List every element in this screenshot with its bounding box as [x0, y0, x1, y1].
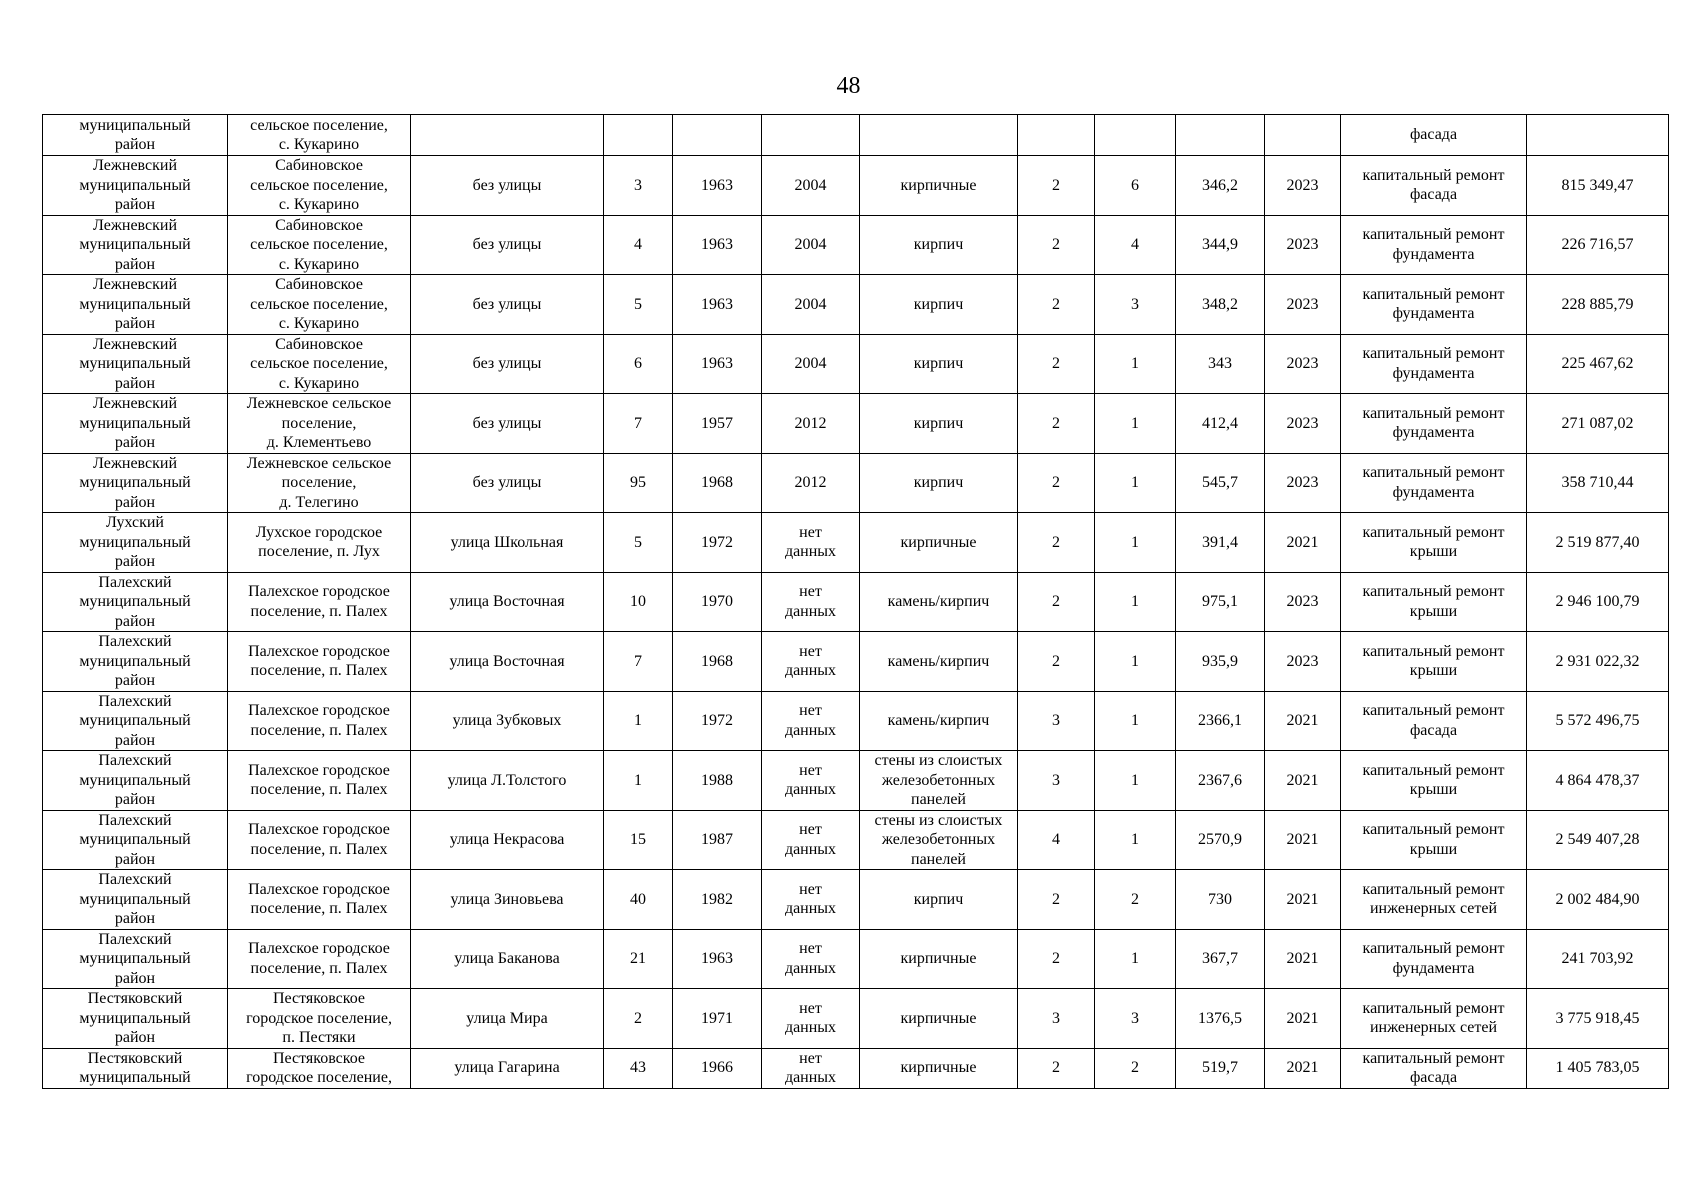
cell-wall-material: кирпич [860, 334, 1018, 394]
cell-wall-material: кирпич [860, 394, 1018, 454]
cell-district: Палехский муниципальный район [43, 870, 228, 930]
cell-floors: 4 [1018, 810, 1095, 870]
cell-house-number: 7 [604, 394, 673, 454]
cell-settlement: Пестяковское городское поселение, п. Пестяки [228, 989, 411, 1049]
table-row [43, 334, 1669, 394]
cell-reconstruction-year: нет данных [762, 691, 860, 751]
cell-area: 935,9 [1176, 632, 1265, 692]
cell-street: без улицы [411, 394, 604, 454]
table-row [43, 453, 1669, 513]
cell-house-number: 1 [604, 751, 673, 811]
cell-district: муниципальный район [43, 115, 228, 156]
cell-floors: 3 [1018, 691, 1095, 751]
table-row [43, 215, 1669, 275]
cell-district: Пестяковский муниципальный район [43, 989, 228, 1049]
cell-repair-year: 2023 [1265, 215, 1341, 275]
cell-reconstruction-year: 2004 [762, 215, 860, 275]
cell-entrances: 3 [1095, 989, 1176, 1049]
cell-area: 1376,5 [1176, 989, 1265, 1049]
cell-entrances: 6 [1095, 156, 1176, 216]
cell-wall-material: кирпич [860, 275, 1018, 335]
cell-work-type: капитальный ремонт фундамента [1341, 334, 1527, 394]
cell-reconstruction-year: нет данных [762, 513, 860, 573]
cell-work-type: фасада [1341, 115, 1527, 156]
table-row [43, 115, 1669, 156]
cell-floors: 2 [1018, 513, 1095, 573]
cell-work-type: капитальный ремонт фундамента [1341, 453, 1527, 513]
cell-settlement: сельское поселение, с. Кукарино [228, 115, 411, 156]
cell-wall-material: камень/кирпич [860, 632, 1018, 692]
cell-floors [1018, 115, 1095, 156]
cell-work-type: капитальный ремонт фасада [1341, 691, 1527, 751]
cell-street: улица Восточная [411, 632, 604, 692]
table-row [43, 870, 1669, 930]
cell-reconstruction-year: нет данных [762, 1048, 860, 1088]
cell-wall-material: кирпичные [860, 156, 1018, 216]
cell-district: Лежневский муниципальный район [43, 215, 228, 275]
cell-floors: 2 [1018, 453, 1095, 513]
cell-floors: 2 [1018, 334, 1095, 394]
cell-wall-material: кирпичные [860, 513, 1018, 573]
cell-entrances: 2 [1095, 1048, 1176, 1088]
cell-district: Палехский муниципальный район [43, 632, 228, 692]
cell-reconstruction-year [762, 115, 860, 156]
cell-cost: 2 549 407,28 [1527, 810, 1669, 870]
cell-entrances: 1 [1095, 453, 1176, 513]
cell-house-number: 4 [604, 215, 673, 275]
cell-reconstruction-year: 2004 [762, 334, 860, 394]
cell-street [411, 115, 604, 156]
cell-work-type: капитальный ремонт крыши [1341, 810, 1527, 870]
cell-cost: 815 349,47 [1527, 156, 1669, 216]
cell-street: без улицы [411, 453, 604, 513]
cell-district: Лежневский муниципальный район [43, 156, 228, 216]
cell-street: улица Зубковых [411, 691, 604, 751]
cell-street: улица Гагарина [411, 1048, 604, 1088]
cell-street: улица Баканова [411, 929, 604, 989]
cell-settlement: Палехское городское поселение, п. Палех [228, 632, 411, 692]
cell-repair-year: 2021 [1265, 810, 1341, 870]
table-body [43, 115, 1669, 1089]
cell-repair-year: 2023 [1265, 632, 1341, 692]
cell-district: Палехский муниципальный район [43, 751, 228, 811]
cell-repair-year: 2023 [1265, 453, 1341, 513]
cell-entrances: 1 [1095, 572, 1176, 632]
cell-settlement: Сабиновское сельское поселение, с. Кукарино [228, 215, 411, 275]
cell-cost [1527, 115, 1669, 156]
cell-repair-year: 2023 [1265, 275, 1341, 335]
cell-work-type: капитальный ремонт фундамента [1341, 275, 1527, 335]
cell-cost: 2 946 100,79 [1527, 572, 1669, 632]
cell-build-year: 1972 [673, 691, 762, 751]
cell-wall-material: кирпич [860, 453, 1018, 513]
table-row [43, 929, 1669, 989]
cell-entrances [1095, 115, 1176, 156]
cell-wall-material [860, 115, 1018, 156]
cell-settlement: Сабиновское сельское поселение, с. Кукарино [228, 156, 411, 216]
cell-build-year: 1968 [673, 453, 762, 513]
cell-cost: 5 572 496,75 [1527, 691, 1669, 751]
cell-house-number: 43 [604, 1048, 673, 1088]
cell-reconstruction-year: нет данных [762, 751, 860, 811]
cell-build-year: 1957 [673, 394, 762, 454]
cell-district: Лежневский муниципальный район [43, 453, 228, 513]
cell-wall-material: стены из слоистых железобетонных панелей [860, 810, 1018, 870]
cell-cost: 228 885,79 [1527, 275, 1669, 335]
cell-cost: 2 931 022,32 [1527, 632, 1669, 692]
cell-reconstruction-year: нет данных [762, 632, 860, 692]
cell-area: 545,7 [1176, 453, 1265, 513]
cell-repair-year: 2021 [1265, 513, 1341, 573]
table-row [43, 394, 1669, 454]
cell-floors: 2 [1018, 215, 1095, 275]
cell-repair-year: 2021 [1265, 751, 1341, 811]
cell-house-number: 1 [604, 691, 673, 751]
cell-build-year [673, 115, 762, 156]
cell-settlement: Палехское городское поселение, п. Палех [228, 870, 411, 930]
cell-floors: 2 [1018, 632, 1095, 692]
cell-entrances: 1 [1095, 513, 1176, 573]
cell-area: 412,4 [1176, 394, 1265, 454]
cell-entrances: 1 [1095, 810, 1176, 870]
cell-district: Палехский муниципальный район [43, 929, 228, 989]
cell-repair-year: 2023 [1265, 394, 1341, 454]
cell-area: 2366,1 [1176, 691, 1265, 751]
cell-cost: 3 775 918,45 [1527, 989, 1669, 1049]
cell-repair-year: 2023 [1265, 334, 1341, 394]
cell-reconstruction-year: 2012 [762, 453, 860, 513]
cell-area [1176, 115, 1265, 156]
cell-area: 348,2 [1176, 275, 1265, 335]
cell-repair-year: 2021 [1265, 870, 1341, 930]
cell-cost: 1 405 783,05 [1527, 1048, 1669, 1088]
cell-build-year: 1963 [673, 929, 762, 989]
cell-work-type: капитальный ремонт фундамента [1341, 215, 1527, 275]
cell-repair-year: 2023 [1265, 572, 1341, 632]
cell-wall-material: стены из слоистых железобетонных панелей [860, 751, 1018, 811]
cell-area: 2367,6 [1176, 751, 1265, 811]
cell-reconstruction-year: 2012 [762, 394, 860, 454]
cell-cost: 225 467,62 [1527, 334, 1669, 394]
cell-build-year: 1963 [673, 215, 762, 275]
cell-cost: 226 716,57 [1527, 215, 1669, 275]
cell-entrances: 1 [1095, 751, 1176, 811]
cell-floors: 2 [1018, 572, 1095, 632]
cell-wall-material: кирпич [860, 870, 1018, 930]
cell-entrances: 4 [1095, 215, 1176, 275]
cell-street: улица Школьная [411, 513, 604, 573]
housing-repair-table [42, 114, 1669, 1089]
cell-settlement: Палехское городское поселение, п. Палех [228, 929, 411, 989]
cell-build-year: 1963 [673, 275, 762, 335]
cell-district: Пестяковский муниципальный [43, 1048, 228, 1088]
cell-house-number: 3 [604, 156, 673, 216]
cell-district: Палехский муниципальный район [43, 572, 228, 632]
cell-area: 730 [1176, 870, 1265, 930]
cell-wall-material: кирпич [860, 215, 1018, 275]
cell-repair-year: 2021 [1265, 929, 1341, 989]
cell-floors: 2 [1018, 156, 1095, 216]
cell-settlement: Лежневское сельское поселение, д. Клементьево [228, 394, 411, 454]
cell-build-year: 1963 [673, 334, 762, 394]
cell-house-number: 10 [604, 572, 673, 632]
cell-district: Палехский муниципальный район [43, 810, 228, 870]
cell-work-type: капитальный ремонт фундамента [1341, 929, 1527, 989]
cell-street: без улицы [411, 215, 604, 275]
cell-floors: 2 [1018, 394, 1095, 454]
cell-street: улица Восточная [411, 572, 604, 632]
cell-entrances: 1 [1095, 394, 1176, 454]
cell-street: без улицы [411, 156, 604, 216]
cell-district: Лежневский муниципальный район [43, 394, 228, 454]
cell-floors: 2 [1018, 275, 1095, 335]
cell-floors: 2 [1018, 929, 1095, 989]
cell-wall-material: кирпичные [860, 1048, 1018, 1088]
cell-district: Лежневский муниципальный район [43, 334, 228, 394]
cell-floors: 3 [1018, 989, 1095, 1049]
cell-house-number: 40 [604, 870, 673, 930]
cell-street: без улицы [411, 275, 604, 335]
table-row [43, 513, 1669, 573]
cell-house-number: 2 [604, 989, 673, 1049]
cell-entrances: 1 [1095, 334, 1176, 394]
cell-repair-year: 2021 [1265, 691, 1341, 751]
table-row [43, 751, 1669, 811]
cell-build-year: 1966 [673, 1048, 762, 1088]
cell-wall-material: кирпичные [860, 989, 1018, 1049]
cell-build-year: 1971 [673, 989, 762, 1049]
cell-settlement: Пестяковское городское поселение, [228, 1048, 411, 1088]
cell-cost: 4 864 478,37 [1527, 751, 1669, 811]
cell-street: без улицы [411, 334, 604, 394]
cell-wall-material: камень/кирпич [860, 572, 1018, 632]
cell-cost: 271 087,02 [1527, 394, 1669, 454]
cell-work-type: капитальный ремонт крыши [1341, 751, 1527, 811]
cell-entrances: 2 [1095, 870, 1176, 930]
cell-street: улица Некрасова [411, 810, 604, 870]
cell-area: 367,7 [1176, 929, 1265, 989]
cell-wall-material: камень/кирпич [860, 691, 1018, 751]
cell-settlement: Сабиновское сельское поселение, с. Кукарино [228, 334, 411, 394]
cell-house-number: 15 [604, 810, 673, 870]
cell-floors: 2 [1018, 1048, 1095, 1088]
cell-house-number: 7 [604, 632, 673, 692]
cell-district: Лежневский муниципальный район [43, 275, 228, 335]
cell-cost: 2 519 877,40 [1527, 513, 1669, 573]
cell-repair-year: 2023 [1265, 156, 1341, 216]
table-row [43, 572, 1669, 632]
cell-area: 346,2 [1176, 156, 1265, 216]
cell-work-type: капитальный ремонт крыши [1341, 572, 1527, 632]
cell-reconstruction-year: нет данных [762, 870, 860, 930]
cell-build-year: 1988 [673, 751, 762, 811]
cell-floors: 2 [1018, 870, 1095, 930]
cell-street: улица Мира [411, 989, 604, 1049]
cell-cost: 2 002 484,90 [1527, 870, 1669, 930]
cell-area: 344,9 [1176, 215, 1265, 275]
page-number: 48 [836, 73, 861, 99]
cell-cost: 241 703,92 [1527, 929, 1669, 989]
cell-repair-year: 2021 [1265, 1048, 1341, 1088]
cell-reconstruction-year: 2004 [762, 156, 860, 216]
cell-house-number: 95 [604, 453, 673, 513]
cell-work-type: капитальный ремонт крыши [1341, 513, 1527, 573]
table-row [43, 632, 1669, 692]
cell-settlement: Палехское городское поселение, п. Палех [228, 810, 411, 870]
cell-entrances: 1 [1095, 632, 1176, 692]
cell-work-type: капитальный ремонт фасада [1341, 156, 1527, 216]
cell-reconstruction-year: нет данных [762, 572, 860, 632]
cell-wall-material: кирпичные [860, 929, 1018, 989]
cell-repair-year: 2021 [1265, 989, 1341, 1049]
table-row [43, 1048, 1669, 1088]
cell-settlement: Лежневское сельское поселение, д. Телегино [228, 453, 411, 513]
table-row [43, 275, 1669, 335]
cell-area: 391,4 [1176, 513, 1265, 573]
cell-reconstruction-year: нет данных [762, 929, 860, 989]
cell-build-year: 1970 [673, 572, 762, 632]
cell-work-type: капитальный ремонт фундамента [1341, 394, 1527, 454]
cell-floors: 3 [1018, 751, 1095, 811]
cell-house-number: 21 [604, 929, 673, 989]
cell-build-year: 1972 [673, 513, 762, 573]
cell-street: улица Л.Толстого [411, 751, 604, 811]
table-row [43, 156, 1669, 216]
cell-build-year: 1963 [673, 156, 762, 216]
cell-house-number [604, 115, 673, 156]
cell-house-number: 5 [604, 275, 673, 335]
cell-area: 519,7 [1176, 1048, 1265, 1088]
cell-settlement: Лухское городское поселение, п. Лух [228, 513, 411, 573]
cell-build-year: 1982 [673, 870, 762, 930]
cell-cost: 358 710,44 [1527, 453, 1669, 513]
cell-settlement: Палехское городское поселение, п. Палех [228, 751, 411, 811]
cell-repair-year [1265, 115, 1341, 156]
cell-settlement: Палехское городское поселение, п. Палех [228, 572, 411, 632]
cell-settlement: Палехское городское поселение, п. Палех [228, 691, 411, 751]
cell-entrances: 1 [1095, 691, 1176, 751]
cell-house-number: 5 [604, 513, 673, 573]
cell-house-number: 6 [604, 334, 673, 394]
cell-district: Лухский муниципальный район [43, 513, 228, 573]
cell-area: 2570,9 [1176, 810, 1265, 870]
cell-build-year: 1987 [673, 810, 762, 870]
cell-work-type: капитальный ремонт фасада [1341, 1048, 1527, 1088]
cell-district: Палехский муниципальный район [43, 691, 228, 751]
cell-work-type: капитальный ремонт инженерных сетей [1341, 870, 1527, 930]
cell-work-type: капитальный ремонт инженерных сетей [1341, 989, 1527, 1049]
table-row [43, 810, 1669, 870]
cell-settlement: Сабиновское сельское поселение, с. Кукарино [228, 275, 411, 335]
cell-reconstruction-year: 2004 [762, 275, 860, 335]
table-row [43, 989, 1669, 1049]
cell-entrances: 1 [1095, 929, 1176, 989]
cell-area: 975,1 [1176, 572, 1265, 632]
table-row [43, 691, 1669, 751]
cell-work-type: капитальный ремонт крыши [1341, 632, 1527, 692]
cell-reconstruction-year: нет данных [762, 810, 860, 870]
cell-build-year: 1968 [673, 632, 762, 692]
cell-street: улица Зиновьева [411, 870, 604, 930]
cell-entrances: 3 [1095, 275, 1176, 335]
cell-area: 343 [1176, 334, 1265, 394]
cell-reconstruction-year: нет данных [762, 989, 860, 1049]
